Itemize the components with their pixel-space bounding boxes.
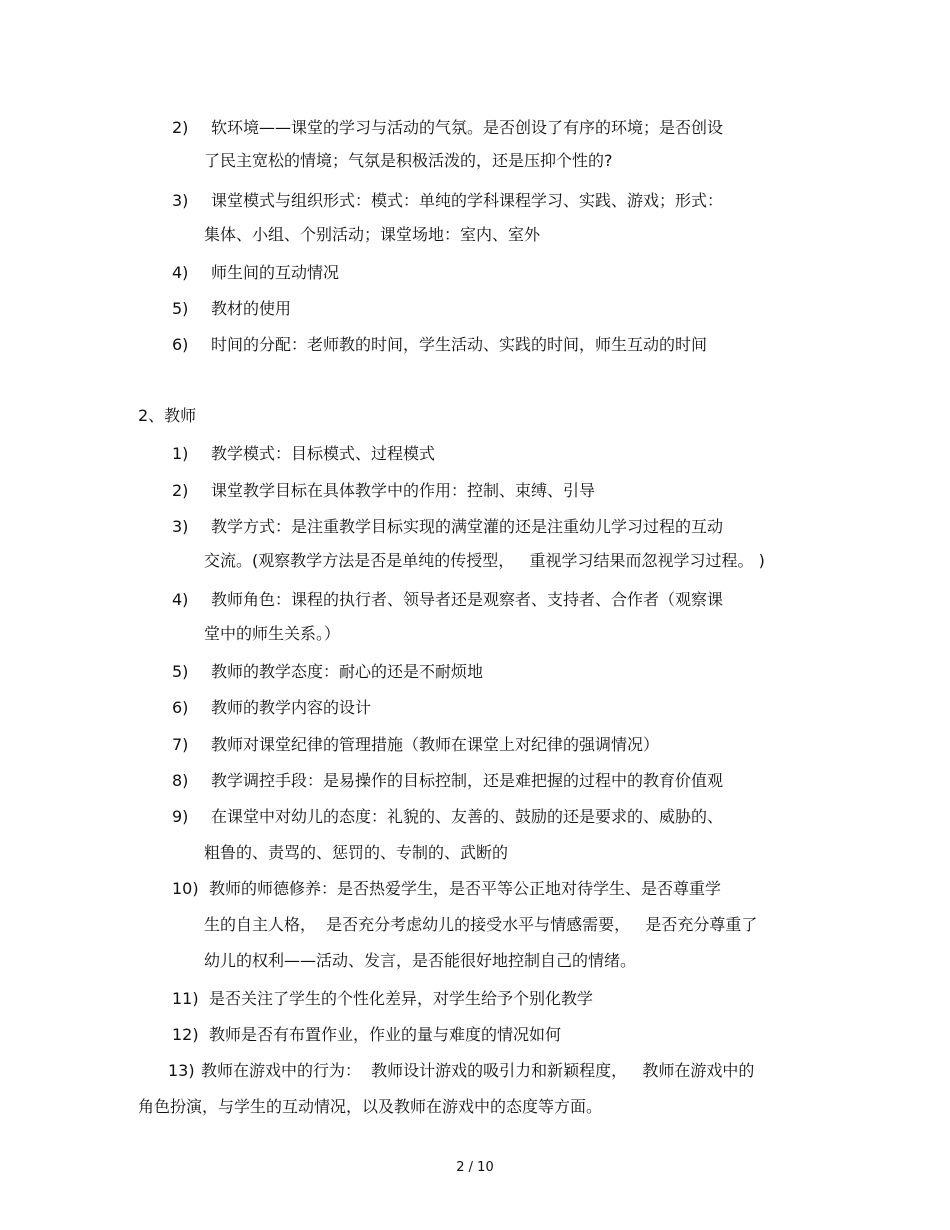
- item-text-line: 教师的师德修养：是否热爱学生，是否平等公正地对待学生、是否尊重学: [209, 879, 722, 898]
- item-text-line: 教师的教学态度：耐心的还是不耐烦地: [211, 662, 484, 681]
- item-text-line: 在课堂中对幼儿的态度：礼貌的、友善的、鼓励的还是要求的、威胁的、: [211, 807, 724, 826]
- item-number: 4): [172, 590, 189, 609]
- item-number: 9): [172, 807, 189, 826]
- item-text-line: 了民主宽松的情境；气氛是积极活泼的，还是压抑个性的?: [204, 151, 613, 170]
- item-number: 2): [172, 118, 189, 137]
- item-number: 11): [172, 989, 199, 1008]
- item-number: 1): [172, 444, 189, 463]
- item-number: 6): [172, 335, 189, 354]
- item-text-line: 教师的教学内容的设计: [211, 698, 372, 717]
- item-text-line: 时间的分配：老师教的时间，学生活动、实践的时间，师生互动的时间: [211, 335, 708, 354]
- item-text-line: 粗鲁的、责骂的、惩罚的、专制的、武断的: [204, 843, 509, 862]
- item-number: 6): [172, 698, 189, 717]
- section-heading: 2、教师: [138, 406, 197, 425]
- page-number: 2 / 10: [456, 1160, 494, 1175]
- item-text-line: 教师在游戏中的行为： 教师设计游戏的吸引力和新颖程度， 教师在游戏中的: [201, 1061, 755, 1080]
- item-text-line: 是否关注了学生的个性化差异，对学生给予个别化教学: [209, 989, 594, 1008]
- item-text-line: 课堂教学目标在具体教学中的作用：控制、束缚、引导: [211, 481, 596, 500]
- item-number: 4): [172, 263, 189, 282]
- item-text-line: 集体、小组、个别活动；课堂场地：室内、室外: [204, 225, 541, 244]
- item-text-line: 教师对课堂纪律的管理措施（教师在课堂上对纪律的强调情况）: [211, 735, 660, 754]
- item-number: 12): [172, 1025, 199, 1044]
- item-text-line: 幼儿的权利——活动、发言，是否能很好地控制自己的情绪。: [204, 951, 637, 970]
- item-number: 8): [172, 771, 189, 790]
- item-text-line: 生的自主人格， 是否充分考虑幼儿的接受水平与情感需要， 是否充分尊重了: [204, 915, 758, 934]
- item-number: 5): [172, 299, 189, 318]
- item-text-line: 角色扮演，与学生的互动情况，以及教师在游戏中的态度等方面。: [138, 1097, 603, 1116]
- item-text-line: 教学模式：目标模式、过程模式: [211, 444, 436, 463]
- item-text-line: 课堂模式与组织形式：模式：单纯的学科课程学习、实践、游戏；形式：: [211, 191, 724, 210]
- item-text-line: 堂中的师生关系。）: [204, 624, 341, 643]
- item-text-line: 教师角色：课程的执行者、领导者还是观察者、支持者、合作者（观察课: [211, 590, 724, 609]
- item-number: 5): [172, 662, 189, 681]
- item-number: 3): [172, 517, 189, 536]
- item-number: 2): [172, 481, 189, 500]
- item-text-line: 教学调控手段：是易操作的目标控制，还是难把握的过程中的教育价值观: [211, 771, 724, 790]
- item-text-line: 教学方式：是注重教学目标实现的满堂灌的还是注重幼儿学习过程的互动: [211, 517, 724, 536]
- item-text-line: 教师是否有布置作业，作业的量与难度的情况如何: [209, 1025, 562, 1044]
- item-text-line: 交流。(观察教学方法是否是单纯的传授型， 重视学习结果而忽视学习过程。 ): [204, 551, 765, 570]
- item-number: 10): [172, 879, 199, 898]
- item-number: 7): [172, 735, 189, 754]
- item-text-line: 教材的使用: [211, 299, 292, 318]
- item-text-line: 师生间的互动情况: [211, 263, 340, 282]
- item-number: 3): [172, 191, 189, 210]
- item-text-line: 软环境——课堂的学习与活动的气氛。是否创设了有序的环境；是否创设: [211, 118, 724, 137]
- item-number: 13): [168, 1061, 195, 1080]
